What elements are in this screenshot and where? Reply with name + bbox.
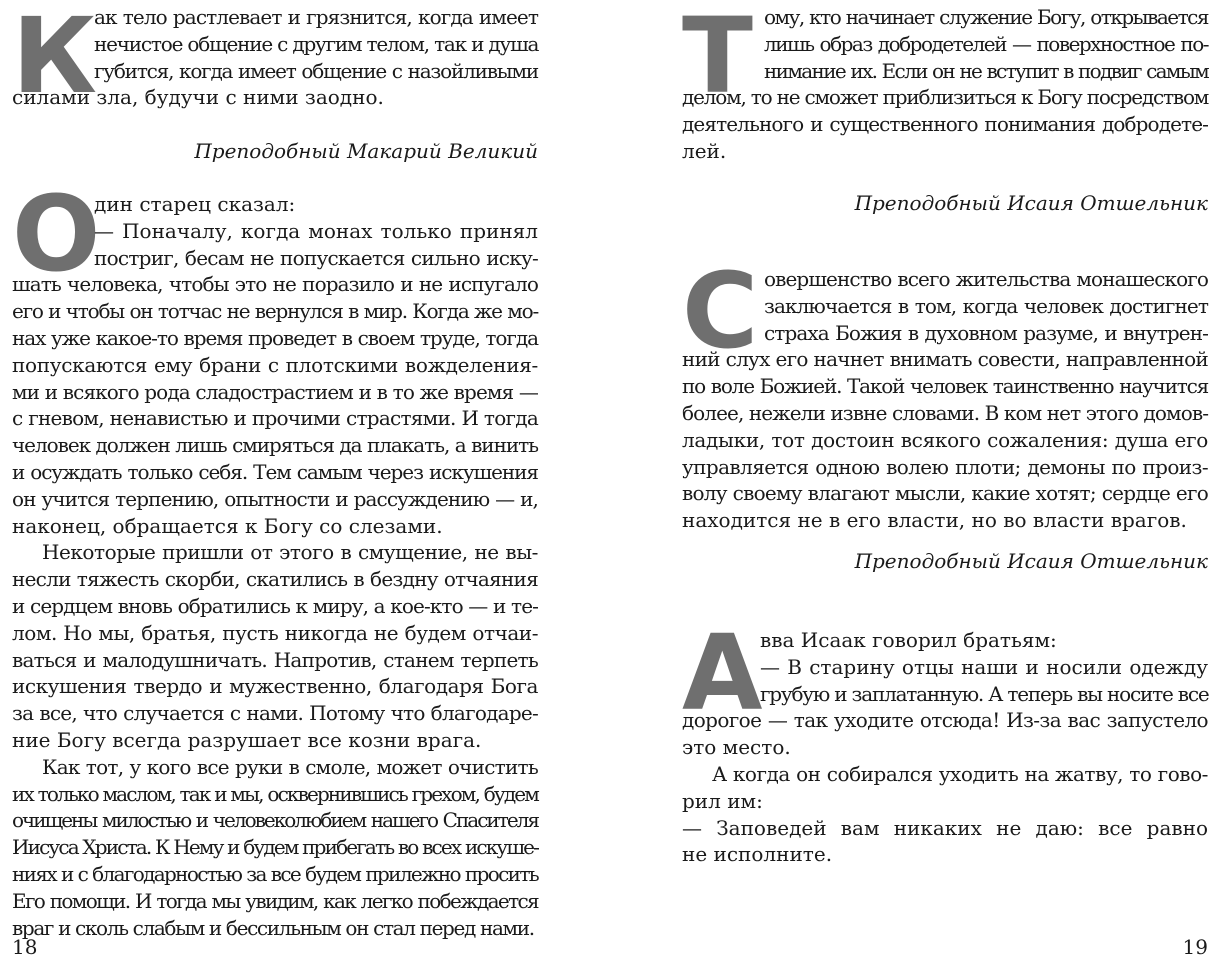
text-line: А когда он собирался уходить на жатву, то гово- bbox=[712, 761, 1208, 786]
text-line: несли тяжесть скорби, скатились в бездну отчаяния bbox=[12, 567, 538, 592]
attribution: Преподобный Исаия Отшельник bbox=[854, 191, 1208, 215]
text-line: силами зла, будучи с ними заодно. bbox=[12, 85, 384, 110]
text-line: нимание их. Если он не вступит в подвиг самым bbox=[764, 58, 1208, 83]
text-line: и сердцем вновь обратились к миру, а кое-кто — и те- bbox=[12, 593, 538, 618]
text-line: очищены милостью и человеколюбием нашего Спасителя bbox=[12, 808, 538, 833]
drop-cap: К bbox=[12, 0, 96, 117]
text-line: нечистое общение с другим телом, так и душа bbox=[94, 31, 539, 56]
text-line: он учится терпению, опытности и рассуждению — и, bbox=[12, 486, 538, 511]
drop-cap: А bbox=[682, 612, 761, 734]
page-number: 18 bbox=[12, 935, 38, 959]
text-line: вва Исаак говорил братьям: bbox=[760, 628, 1057, 652]
text-line: с гневом, ненавистью и прочими страстями. И тогда bbox=[12, 406, 538, 431]
text-line: управляется одною волею плоти; демоны по произ- bbox=[682, 454, 1208, 479]
text-line: ладыки, тот достоин всякого сожаления: душа его bbox=[682, 427, 1208, 452]
paragraph bbox=[682, 266, 1208, 534]
text-line: ак тело растлевает и грязнится, когда имеет bbox=[94, 5, 538, 29]
text-line: ми и всякого рода сладострастием и в то же время — bbox=[12, 379, 538, 404]
text-line: — Поначалу, когда монах только принял bbox=[94, 218, 538, 243]
text-line: грубую и заплатанную. А теперь вы носите все bbox=[760, 681, 1209, 706]
text-line: — Заповедей вам никаких не даю: все равно bbox=[682, 815, 1208, 840]
text-line: дин старец сказал: bbox=[94, 192, 296, 216]
paragraph bbox=[682, 0, 1209, 165]
text-line: не исполните. bbox=[682, 842, 833, 867]
attribution: Преподобный Исаия Отшельник bbox=[854, 549, 1208, 573]
text-line: деятельного и существенного понимания добродете- bbox=[682, 112, 1208, 137]
text-line: Иисуса Христа. К Нему и будем прибегать во всех искуше- bbox=[12, 835, 538, 860]
text-line: губится, когда имеет общение с назойливыми bbox=[94, 58, 538, 83]
paragraph bbox=[682, 627, 1208, 868]
text-line: овершенство всего жительства монашеского bbox=[764, 267, 1208, 291]
text-line: это место. bbox=[682, 735, 791, 760]
text-line: находится не в его власти, но во власти врагов. bbox=[682, 508, 1187, 533]
text-line: человек должен лишь смиряться да плакать, а винить bbox=[12, 433, 538, 458]
drop-cap: С bbox=[682, 250, 757, 372]
text-line: ниях и с благодарностью за все будем прилежно просить bbox=[12, 861, 538, 886]
text-line: по воле Божией. Такой человек таинственно научится bbox=[682, 374, 1208, 399]
text-line: за все, что случается с нами. Потому что благодаре- bbox=[12, 701, 538, 726]
text-line: постриг, бесам не попускается сильно иску- bbox=[94, 245, 538, 270]
text-line: — В старину отцы наши и носили одежду bbox=[760, 654, 1208, 679]
text-line: дорогое — так уходите отсюда! Из-за вас запустело bbox=[682, 708, 1208, 733]
text-line: их только маслом, так и мы, осквернившись грехом, будем bbox=[12, 781, 538, 806]
text-line: делом, то не сможет приблизиться к Богу посредством bbox=[682, 85, 1209, 110]
text-line: ому, кто начинает служение Богу, открывается bbox=[764, 5, 1208, 29]
text-line: лей. bbox=[682, 138, 727, 163]
text-line: более, нежели извне словами. В ком нет этого домов- bbox=[682, 400, 1209, 425]
drop-cap: Т bbox=[682, 0, 751, 117]
paragraph bbox=[12, 191, 538, 941]
paragraph bbox=[12, 0, 539, 117]
page-number: 19 bbox=[1182, 935, 1208, 959]
text-line: волу своему влагают мысли, какие хотят; сердце его bbox=[682, 481, 1208, 506]
drop-cap: О bbox=[12, 173, 99, 295]
text-line: шать человека, чтобы это не поразило и не испугало bbox=[12, 272, 538, 297]
text-line: Как тот, у кого все руки в смоле, может очистить bbox=[42, 754, 538, 779]
text-line: рил им: bbox=[682, 788, 763, 813]
text-line: и осуждать только себя. Тем самым через искушения bbox=[12, 459, 538, 484]
text-line: лом. Но мы, братья, пусть никогда не будем отчаи- bbox=[12, 620, 538, 645]
text-line: враг и сколь слабым и бессильным он стал перед нами. bbox=[12, 915, 534, 940]
text-line: ваться и малодушничать. Напротив, станем терпеть bbox=[12, 647, 538, 672]
text-line: его и чтобы он тотчас не вернулся в мир. Когда же мо- bbox=[12, 299, 538, 324]
text-line: лишь образ добродетелей — поверхностное по- bbox=[764, 31, 1208, 56]
text-line: ние Богу всегда разрушает все козни врага. bbox=[12, 727, 482, 752]
text-line: Его помощи. И тогда мы увидим, как легко побеждается bbox=[12, 888, 538, 913]
text-line: наконец, обращается к Богу со слезами. bbox=[12, 513, 443, 538]
attribution: Преподобный Макарий Великий bbox=[194, 139, 538, 163]
text-line: Некоторые пришли от этого в смущение, не вы- bbox=[42, 540, 538, 565]
text-line: ний слух его начнет внимать совести, направленной bbox=[682, 347, 1208, 372]
text-line: попускаются ему брани с плотскими вожделения- bbox=[12, 352, 538, 377]
text-line: страха Божия в духовном разуме, и внутрен- bbox=[764, 320, 1208, 345]
text-line: заключается в том, когда человек достигнет bbox=[764, 293, 1208, 318]
text-line: искушения твердо и мужественно, благодаря Бога bbox=[12, 674, 538, 699]
text-line: нах уже какое-то время проведет в своем труде, тогда bbox=[12, 325, 538, 350]
